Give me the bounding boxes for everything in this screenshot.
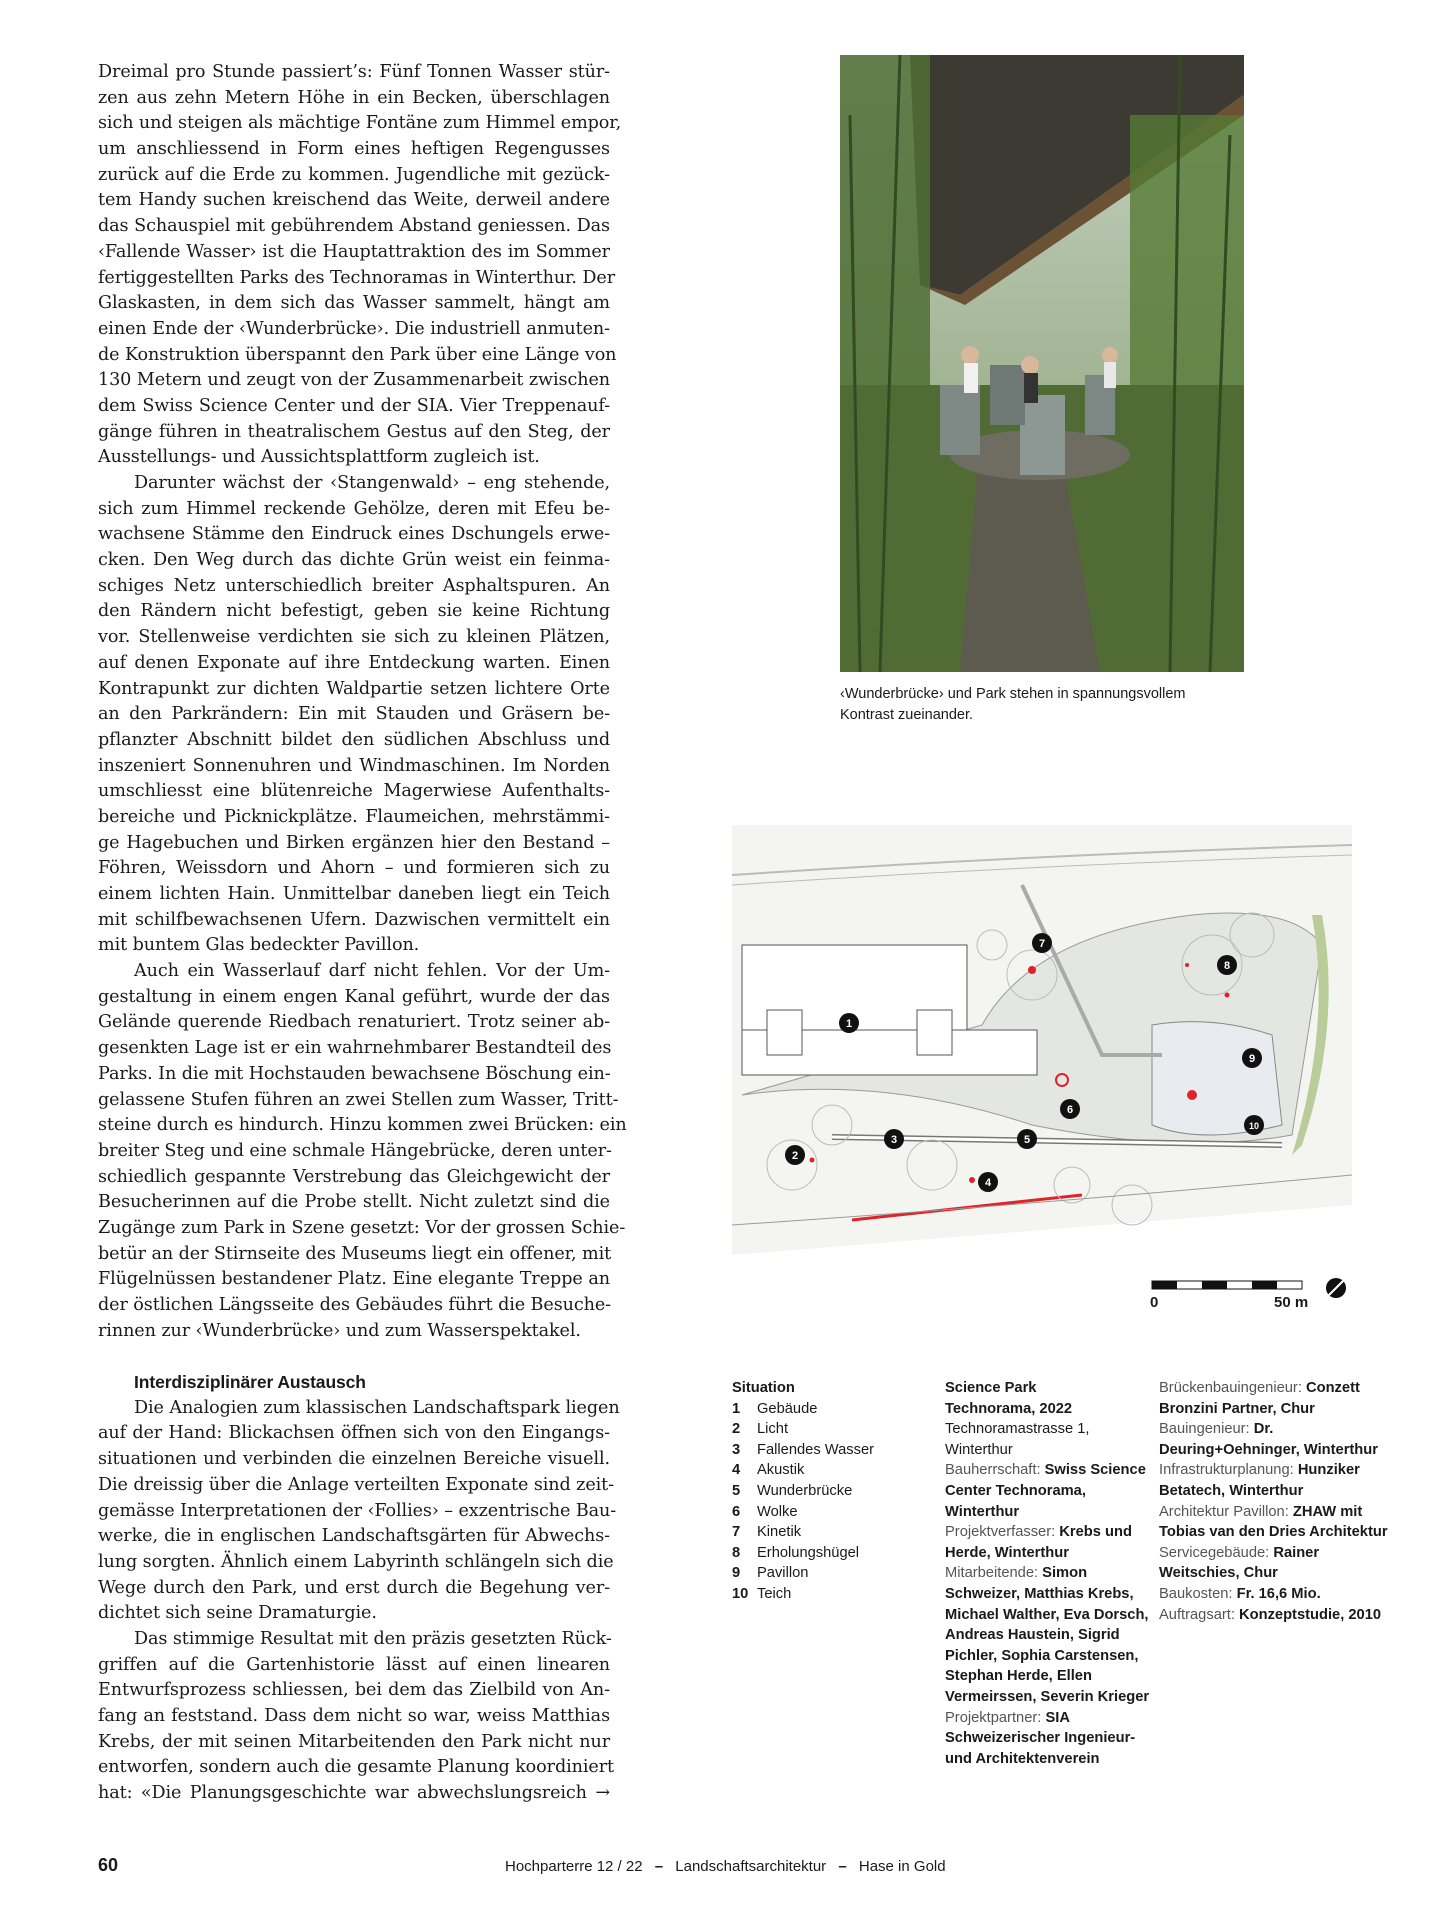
credit-value: Hunziker Betatech, Winterthur <box>1159 1462 1360 1499</box>
credit-entry <box>945 1460 1150 1522</box>
text-line: mit buntem Glas bedeckter Pavillon. <box>98 935 420 956</box>
text-line: Glaskasten, in dem sich das Wasser sammelt, hängt am <box>98 293 610 314</box>
svg-text:7: 7 <box>1038 938 1046 950</box>
text-line: fang an feststand. Dass dem nicht so war, weiss Matthias <box>98 1706 610 1726</box>
scale-end: 50 m <box>1274 1294 1309 1311</box>
text-line: bereiche und Picknickplätze. Flaumeichen, mehrstämmi- <box>98 806 610 827</box>
text-line: tem Handy suchen kreischend das Weite, derweil andere <box>98 190 610 211</box>
text-line: auf der Hand: Blickachsen öffnen sich von den Eingangs- <box>98 1423 610 1444</box>
legend-number: 9 <box>732 1565 741 1582</box>
credit-value: Krebs und Herde, Winterthur <box>945 1524 1132 1561</box>
legend-item <box>732 1481 932 1502</box>
legend-number: 2 <box>732 1421 741 1438</box>
credit-role: Projektverfasser: <box>945 1524 1056 1541</box>
svg-text:8: 8 <box>1223 960 1231 972</box>
text-line: fertiggestellten Parks des Technoramas in Winterthur. Der <box>98 267 616 288</box>
text-line: Dreimal pro Stunde passiert’s: Fünf Tonnen Wasser stür- <box>98 62 610 82</box>
text-line: 130 Metern und zeugt von der Zusammenarbeit zwischen <box>98 370 610 391</box>
running-footer <box>505 1858 946 1875</box>
credit-entry <box>1159 1419 1399 1460</box>
credit-entry <box>1159 1378 1399 1419</box>
subheading: Interdisziplinärer Austausch <box>134 1372 366 1393</box>
legend-item <box>732 1563 932 1584</box>
project-facts <box>945 1378 1150 1769</box>
text-line: umschliesst eine blütenreiche Magerwiese Aufenthalts- <box>98 781 610 802</box>
legend-number: 1 <box>732 1400 741 1417</box>
text-line: dem Swiss Science Center und der SIA. Vier Treppenauf- <box>98 395 610 416</box>
credit-entry <box>945 1563 1150 1707</box>
text-line: Zugänge zum Park in Szene gesetzt: Vor der grossen Schie- <box>98 1217 626 1238</box>
address: Technoramastrasse 1, <box>945 1421 1090 1438</box>
svg-text:10: 10 <box>1248 1121 1260 1131</box>
text-line: Kontrapunkt zur dichten Waldpartie setzen lichtere Orte <box>98 678 610 699</box>
separator: – <box>838 1858 847 1875</box>
text-line: dichtet sich seine Dramaturgie. <box>98 1603 377 1624</box>
legend-number: 10 <box>732 1585 749 1602</box>
park-photo <box>840 55 1244 672</box>
svg-text:6: 6 <box>1066 1104 1074 1116</box>
separator: – <box>654 1858 664 1875</box>
credit-entry <box>945 1708 1150 1770</box>
credit-role: Brückenbauingenieur: <box>1159 1380 1302 1396</box>
credit-value: Swiss Science Center Technorama, Winterthur <box>945 1462 1146 1520</box>
text-line: Darunter wächst der ‹Stangenwald› – eng stehende, <box>134 473 610 493</box>
text-line: mit schilfbewachsenen Ufern. Dazwischen vermittelt ein <box>98 909 610 930</box>
text-line: rinnen zur ‹Wunderbrücke› und zum Wasserspektakel. <box>98 1320 581 1341</box>
text-line: griffen auf die Gartenhistorie lässt auf einen linearen <box>98 1654 610 1675</box>
legend-label: Wolke <box>757 1503 798 1520</box>
text-line: Ausstellungs- und Aussichtsplattform zugleich ist. <box>98 447 540 468</box>
article-body <box>98 60 627 1807</box>
project-title: Science Park <box>945 1380 1037 1396</box>
legend-number: 7 <box>732 1524 741 1541</box>
text-line: Das stimmige Resultat mit den präzis gesetzten Rück- <box>134 1628 612 1649</box>
text-line: gesenkten Lage ist er ein wahrnehmbarer Bestandteil des <box>98 1038 612 1059</box>
legend-item <box>732 1460 932 1481</box>
text-line: steine durch es hindurch. Hinzu kommen zwei Brücken: ein <box>98 1115 627 1136</box>
text-line: gänge führen in theatralischem Gestus auf den Steg, der <box>98 421 610 442</box>
credit-value: Rainer Weitschies, Chur <box>1159 1544 1320 1582</box>
credit-role: Servicegebäude: <box>1159 1544 1270 1561</box>
text-line: Wege durch den Park, und erst durch die Begehung ver- <box>98 1577 610 1598</box>
legend-number: 6 <box>732 1503 741 1520</box>
legend <box>732 1378 932 1605</box>
credit-value: Dr. Deuring+Oehninger, Winterthur <box>1159 1421 1378 1458</box>
legend-item <box>732 1440 932 1461</box>
svg-text:9: 9 <box>1248 1053 1256 1065</box>
text-line: breiter Steg und eine schmale Hängebrücke, deren unter- <box>98 1140 612 1161</box>
text-line: Besucherinnen auf die Probe stellt. Nicht zuletzt sind die <box>98 1192 610 1213</box>
credit-role: Projektpartner: <box>945 1709 1042 1726</box>
legend-label: Wunderbrücke <box>757 1482 853 1499</box>
site-plan <box>732 825 1352 1265</box>
credit-value: Konzeptstudie, 2010 <box>1239 1606 1382 1623</box>
legend-item <box>732 1399 932 1420</box>
text-line: sich und steigen als mächtige Fontäne zum Himmel empor, <box>98 113 622 134</box>
text-line: den Rändern nicht befestigt, geben sie keine Richtung <box>98 601 610 622</box>
section-name: Landschaftsarchitektur <box>675 1858 827 1875</box>
credit-value: Conzett Bronzini Partner, Chur <box>1159 1380 1360 1417</box>
legend-item <box>732 1419 932 1440</box>
svg-text:5: 5 <box>1023 1134 1031 1146</box>
svg-text:2: 2 <box>791 1150 799 1162</box>
magazine-issue: Hochparterre 12 / 22 <box>505 1858 643 1875</box>
text-line: ‹Fallende Wasser› ist die Hauptattraktion des im Sommer <box>98 241 610 262</box>
caption-line: ‹Wunderbrücke› und Park stehen in spannungsvollem <box>840 686 1186 702</box>
text-line: inszeniert Sonnenuhren und Windmaschinen. Im Norden <box>98 755 610 776</box>
legend-label: Teich <box>757 1585 792 1602</box>
text-line: gelassene Stufen führen an zwei Stellen zum Wasser, Tritt- <box>98 1089 619 1110</box>
credit-role: Mitarbeitende: <box>945 1565 1039 1582</box>
legend-label: Erholungshügel <box>757 1544 860 1561</box>
text-line: an den Parkrändern: Ein mit Stauden und Gräsern be- <box>98 704 610 725</box>
credit-entry <box>1159 1605 1399 1626</box>
photo-caption <box>840 684 1260 725</box>
legend-item <box>732 1543 932 1564</box>
credit-role: Infrastrukturplanung: <box>1159 1462 1294 1479</box>
legend-item <box>732 1522 932 1543</box>
text-line: werke, die in englischen Landschaftsgärten für Abwechs- <box>98 1526 610 1547</box>
credit-role: Baukosten: <box>1159 1585 1233 1602</box>
scale-bar <box>1150 1278 1360 1318</box>
caption-line: Kontrast zueinander. <box>840 706 974 723</box>
text-line: betür an der Stirnseite des Museums liegt ein offener, mit <box>98 1243 612 1264</box>
text-line: Auch ein Wasserlauf darf nicht fehlen. Vor der Um- <box>134 961 610 982</box>
credit-role: Auftragsart: <box>1159 1606 1235 1623</box>
text-line: ge Hagebuchen und Birken ergänzen hier den Bestand – <box>98 832 610 853</box>
text-line: wachsene Stämme den Eindruck eines Dschungels erwe- <box>98 524 610 545</box>
text-line: schiedlich gespannte Verstrebung das Gleichgewicht der <box>98 1166 610 1187</box>
credit-entry <box>1159 1460 1399 1501</box>
text-line: gestaltung in einem engen Kanal geführt, wurde der das <box>98 986 610 1007</box>
credit-role: Architektur Pavillon: <box>1159 1503 1289 1520</box>
credit-entry <box>1159 1543 1399 1584</box>
text-line: Parks. In die mit Hochstauden bewachsene Böschung ein- <box>98 1063 611 1084</box>
legend-label: Licht <box>757 1421 789 1438</box>
spacer <box>98 1344 610 1370</box>
text-line: sich zum Himmel reckende Gehölze, deren mit Efeu be- <box>98 498 610 519</box>
text-line: einen Ende der ‹Wunderbrücke›. Die industriell anmuten- <box>98 318 610 339</box>
article-title: Hase in Gold <box>858 1858 946 1875</box>
text-line: um anschliessend in Form eines heftigen Regengusses <box>98 139 610 160</box>
text-line: zurück auf die Erde zu kommen. Jugendliche mit gezück- <box>98 164 610 185</box>
svg-text:3: 3 <box>890 1134 898 1146</box>
text-line: der östlichen Längsseite des Gebäudes führt die Besuche- <box>98 1295 612 1315</box>
text-line: situationen und verbinden die einzelnen Bereiche visuell. <box>98 1449 610 1470</box>
scale-start: 0 <box>1150 1294 1159 1311</box>
legend-number: 8 <box>732 1544 741 1561</box>
text-line: Gelände querende Riedbach renaturiert. Trotz seiner ab- <box>98 1012 610 1033</box>
credit-entry <box>945 1522 1150 1563</box>
legend-number: 4 <box>732 1462 741 1479</box>
text-line: cken. Den Weg durch das dichte Grün weist ein feinma- <box>98 550 610 571</box>
text-line: einem lichten Hain. Unmittelbar daneben liegt ein Teich <box>98 884 610 904</box>
svg-text:1: 1 <box>845 1018 853 1030</box>
text-line: schiges Netz unterschiedlich breiter Asphaltspuren. An <box>98 575 610 596</box>
credit-role: Bauingenieur: <box>1159 1421 1250 1438</box>
text-line: Föhren, Weissdorn und Ahorn – und formieren sich zu <box>98 858 610 879</box>
credit-value: ZHAW mit Tobias van den Dries Architektur <box>1159 1503 1388 1541</box>
credit-value: Fr. 16,6 Mio. <box>1236 1585 1321 1602</box>
credit-value: Simon Schweizer, Matthias Krebs, Michael Walther, Eva Dorsch, Andreas Haustein, Sigrid Pichler, Sophia Carstensen, Stephan Herde, Ellen Vermeirssen, Severin Krieger <box>945 1565 1150 1705</box>
text-line: entworfen, sondern auch die gesamte Planung koordiniert <box>98 1757 615 1778</box>
project-credits <box>1159 1378 1399 1625</box>
legend-title: Situation <box>732 1380 795 1396</box>
legend-number: 3 <box>732 1441 741 1458</box>
legend-label: Akustik <box>757 1462 805 1479</box>
text-line: de Konstruktion überspannt den Park über eine Länge von <box>98 344 617 365</box>
credit-entry <box>1159 1584 1399 1605</box>
text-line: Die dreissig über die Anlage verteilten Exponate sind zeit- <box>98 1474 614 1495</box>
project-title: Technorama, 2022 <box>945 1400 1073 1417</box>
text-line: Die Analogien zum klassischen Landschaftspark liegen <box>134 1397 620 1418</box>
legend-label: Kinetik <box>757 1524 802 1541</box>
credit-value: SIA Schweizerischer Ingenieur- und Architektenverein <box>945 1709 1136 1767</box>
legend-label: Gebäude <box>757 1400 818 1417</box>
text-line: pflanzter Abschnitt bildet den südlichen Abschluss und <box>98 729 610 750</box>
text-line: das Schauspiel mit gebührendem Abstand geniessen. Das <box>98 216 610 237</box>
text-line: Flügelnüssen bestandener Platz. Eine elegante Treppe an <box>98 1269 610 1290</box>
legend-label: Pavillon <box>757 1565 809 1582</box>
credit-role: Bauherrschaft: <box>945 1462 1041 1479</box>
text-line: hat: «Die Planungsgeschichte war abwechslungsreich → <box>98 1783 610 1804</box>
text-line: lung sorgten. Ähnlich einem Labyrinth schlängeln sich die <box>98 1551 614 1572</box>
text-line: gemässe Interpretationen der ‹Follies› – exzentrische Bau- <box>98 1500 617 1521</box>
text-line: zen aus zehn Metern Höhe in ein Becken, überschlagen <box>98 87 610 108</box>
text-line: vor. Stellenweise verdichten sie sich zu kleinen Plätzen, <box>98 627 610 648</box>
address: Winterthur <box>945 1441 1013 1458</box>
text-line: Krebs, der mit seinen Mitarbeitenden den Park nicht nur <box>98 1731 610 1752</box>
svg-text:4: 4 <box>984 1177 992 1189</box>
credit-entry <box>1159 1502 1399 1543</box>
legend-label: Fallendes Wasser <box>757 1441 874 1458</box>
legend-item <box>732 1502 932 1523</box>
text-line: auf denen Exponate auf ihre Entdeckung warten. Einen <box>98 652 610 673</box>
legend-item <box>732 1584 932 1605</box>
text-line: Entwurfsprozess schliessen, bei dem das Zielbild von An- <box>98 1680 610 1701</box>
legend-number: 5 <box>732 1482 741 1499</box>
page-number: 60 <box>98 1855 119 1875</box>
